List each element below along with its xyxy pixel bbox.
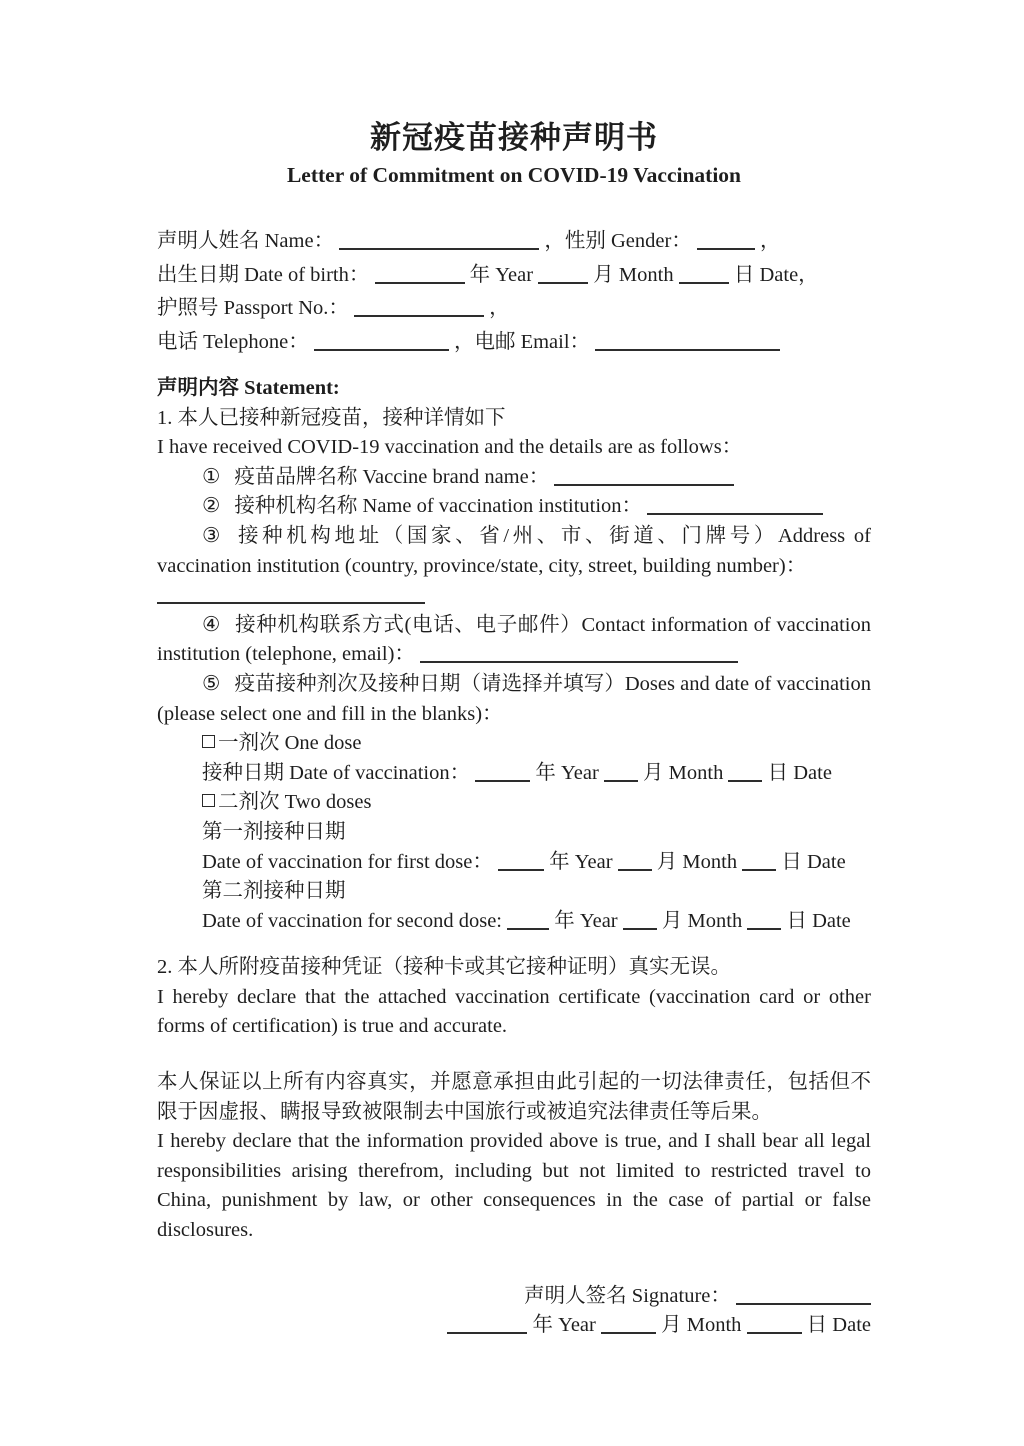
one-dose-label: 一剂次 One dose xyxy=(218,732,362,755)
signature-year-label: 年 Year xyxy=(532,1314,596,1337)
passport-blank[interactable] xyxy=(354,301,484,317)
first-dose-day-label: 日 Date xyxy=(781,850,846,873)
statement-section xyxy=(157,374,871,1341)
one-dose-date-row xyxy=(202,759,871,789)
passport-label: 护照号 Passport No.： xyxy=(157,297,349,319)
signature-row xyxy=(157,1282,871,1312)
dose-month-label: 月 Month xyxy=(643,761,724,784)
telephone-label: 电话 Telephone： xyxy=(157,330,309,353)
first-dose-date-row xyxy=(202,848,871,878)
document-content xyxy=(157,112,871,1341)
second-dose-month-label: 月 Month xyxy=(661,909,743,932)
doses-and-date-label: 疫苗接种剂次及接种日期（请选择并填写）Doses and date of vaccination (please select one and fill in the blanks)： xyxy=(157,672,871,725)
dob-year-label: 年 Year xyxy=(469,263,534,286)
name-label: 声明人姓名 Name： xyxy=(157,230,335,252)
signature-month-label: 月 Month xyxy=(661,1314,742,1337)
signature-day-label: 日 Date xyxy=(806,1314,871,1337)
doses-section xyxy=(157,729,871,936)
institution-address-blank[interactable] xyxy=(157,588,425,604)
dose-year-blank[interactable] xyxy=(475,766,530,782)
circled-number-1: ① xyxy=(202,465,221,488)
first-dose-label: Date of vaccination for first dose： xyxy=(202,850,493,873)
institution-contact-label: 接种机构联系方式(电话、电子邮件）Contact information of vaccination institution (telephone, email)： xyxy=(157,613,871,666)
second-dose-day-blank[interactable] xyxy=(747,914,781,930)
document-title-chinese: 新冠疫苗接种声明书 xyxy=(370,120,658,155)
second-dose-day-label: 日 Date xyxy=(786,909,851,932)
circled-number-4: ④ xyxy=(202,613,222,636)
second-dose-month-blank[interactable] xyxy=(623,914,657,930)
item-institution-name xyxy=(157,492,871,522)
one-dose-row xyxy=(202,729,871,759)
gender-label: ，性别 Gender： xyxy=(544,230,692,252)
passport-comma: ， xyxy=(489,297,510,319)
statement-point1-zh: 1. 本人已接种新冠疫苗，接种详情如下 xyxy=(157,406,506,429)
first-dose-zh-row: 第一剂接种日期 xyxy=(202,820,346,843)
dob-day-blank[interactable] xyxy=(679,268,729,284)
email-label: ，电邮 Email： xyxy=(453,330,591,353)
declaration-zh: 本人保证以上所有内容真实，并愿意承担由此引起的一切法律责任，包括但不限于因虚报、瞒报导致被限制去中国旅行或被追究法律责任等后果。 xyxy=(157,1071,871,1123)
dob-month-blank[interactable] xyxy=(538,268,588,284)
document-title-english: Letter of Commitment on COVID-19 Vaccination xyxy=(286,163,742,187)
signature-year-blank[interactable] xyxy=(447,1318,527,1334)
item-vaccine-brand xyxy=(157,463,871,493)
statement-point2-zh: 2. 本人所附疫苗接种凭证（接种卡或其它接种证明）真实无误。 xyxy=(157,956,731,979)
phone-email-row xyxy=(157,326,871,360)
item-institution-contact xyxy=(157,611,871,670)
institution-contact-blank[interactable] xyxy=(420,647,738,663)
one-dose-checkbox[interactable] xyxy=(202,735,215,748)
declaration-en: I hereby declare that the information provided above is true, and I shall bear all legal responsibilities arising therefrom, including but not limited to restricted travel to China, punishment by law, or other consequences in the case of partial or false disclosures. xyxy=(157,1130,871,1242)
statement-point1-en: I have received COVID-19 vaccination and the details are as follows： xyxy=(157,436,743,459)
name-blank[interactable] xyxy=(339,234,539,250)
dose-date-label: 接种日期 Date of vaccination： xyxy=(202,761,471,784)
signature-day-blank[interactable] xyxy=(747,1318,802,1334)
institution-name-label: 接种机构名称 Name of vaccination institution： xyxy=(234,495,643,518)
statement-heading: 声明内容 Statement: xyxy=(157,377,340,399)
item-institution-address xyxy=(157,522,871,581)
signature-date-row xyxy=(157,1311,871,1341)
signature-section xyxy=(157,1282,871,1341)
gender-blank[interactable] xyxy=(697,234,755,250)
dose-day-label: 日 Date xyxy=(767,761,832,784)
two-doses-label: 二剂次 Two doses xyxy=(218,791,372,814)
declaration-section xyxy=(157,1068,871,1246)
telephone-blank[interactable] xyxy=(314,335,449,351)
dob-year-blank[interactable] xyxy=(375,268,465,284)
item-doses-and-date xyxy=(157,670,871,729)
statement-point2-en: I hereby declare that the attached vaccination certificate (vaccination card or other forms of certification) is true and accurate. xyxy=(157,985,871,1038)
dob-day-label: 日 Date， xyxy=(733,263,819,286)
dob-label: 出生日期 Date of birth： xyxy=(157,263,370,286)
row-comma: ， xyxy=(760,230,781,252)
dose-year-label: 年 Year xyxy=(535,761,599,784)
first-dose-year-label: 年 Year xyxy=(549,850,613,873)
email-blank[interactable] xyxy=(595,335,780,351)
two-doses-row xyxy=(202,788,871,818)
two-doses-checkbox[interactable] xyxy=(202,794,215,807)
date-of-birth-row xyxy=(157,259,871,293)
second-dose-year-blank[interactable] xyxy=(507,914,549,930)
first-dose-month-label: 月 Month xyxy=(656,850,738,873)
circled-number-5: ⑤ xyxy=(202,672,221,695)
institution-name-blank[interactable] xyxy=(647,499,823,515)
vaccine-brand-label: 疫苗品牌名称 Vaccine brand name： xyxy=(234,465,550,488)
signature-month-blank[interactable] xyxy=(601,1318,656,1334)
institution-address-label: 接种机构地址（国家、省/州、市、街道、门牌号）Address of vaccination institution (country, province/state, city, street, building number)： xyxy=(157,524,871,577)
name-gender-row xyxy=(157,225,871,259)
first-dose-month-blank[interactable] xyxy=(618,855,652,871)
first-dose-day-blank[interactable] xyxy=(742,855,776,871)
circled-number-2: ② xyxy=(202,495,221,518)
vaccine-brand-blank[interactable] xyxy=(554,470,734,486)
signature-label: 声明人签名 Signature： xyxy=(524,1284,731,1307)
dob-month-label: 月 Month xyxy=(593,263,674,286)
institution-address-blank-row xyxy=(157,581,871,611)
first-dose-year-blank[interactable] xyxy=(498,855,544,871)
second-dose-zh-row: 第二剂接种日期 xyxy=(202,880,346,903)
signature-blank[interactable] xyxy=(736,1289,871,1305)
passport-row xyxy=(157,292,871,326)
personal-info-section xyxy=(157,225,871,359)
second-dose-date-row xyxy=(202,907,871,937)
second-dose-label: Date of vaccination for second dose: xyxy=(202,909,502,932)
dose-day-blank[interactable] xyxy=(728,766,762,782)
dose-month-blank[interactable] xyxy=(604,766,638,782)
second-dose-year-label: 年 Year xyxy=(554,909,618,932)
statement-point2-section xyxy=(157,953,871,1042)
circled-number-3: ③ xyxy=(202,524,224,547)
